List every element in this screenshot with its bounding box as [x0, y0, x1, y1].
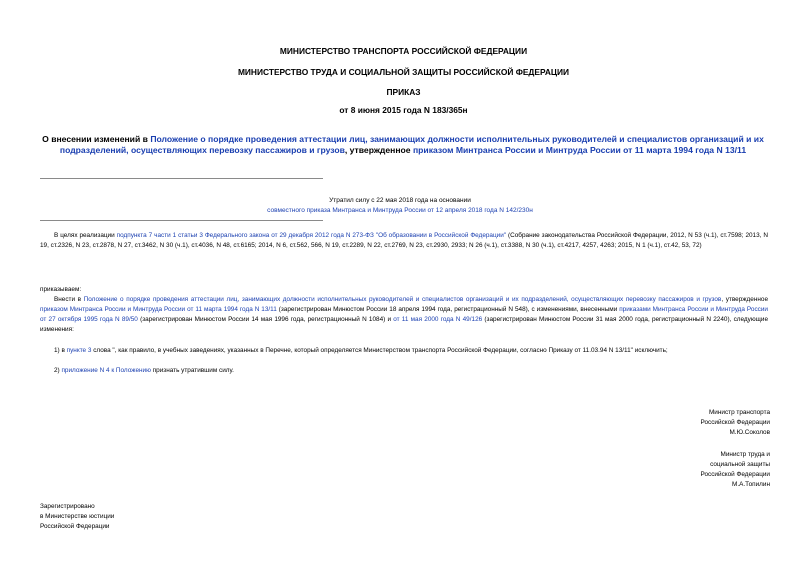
- order-2000-link[interactable]: от 11 мая 2000 года N 49/126: [393, 316, 483, 323]
- regulation-link[interactable]: Положение о порядке проведения аттестации лиц, занимающих должности исполнительных руководителей и специалистов организаций и их подразделений, осуществляющих перевозку пассажиров и грузов: [59, 134, 764, 155]
- registration-line-3: Российской Федерации: [40, 523, 110, 530]
- order-1994-link-2[interactable]: приказом Минтранса России и Минтруда России от 11 марта 1994 года N 13/11: [40, 306, 277, 313]
- item-2: [54, 366, 234, 376]
- paragraph-3-link[interactable]: пункте 3: [66, 347, 92, 354]
- expired-notice: [40, 196, 760, 216]
- signature-1-line-1: Министр транспорта: [708, 409, 770, 416]
- top-divider: [40, 178, 323, 179]
- education-law-link[interactable]: подпункта 7 части 1 статьи 3 Федерального закона от 29 декабря 2012 года N 273-ФЗ "Об образовании в Российской Федерации": [116, 232, 507, 239]
- order-text-2: , утвержденное: [721, 296, 768, 303]
- registration-note: [40, 502, 114, 532]
- order-text-3: (зарегистрирован Минюстом России 18 апреля 1994 года, регистрационный N 548), с изменениями, внесенными: [276, 306, 620, 313]
- item-1-prefix: 1) в: [54, 347, 67, 354]
- signature-2-line-3: Российской Федерации: [700, 471, 770, 478]
- order-text-1: Внести в: [54, 296, 84, 303]
- ministry-labor-heading: МИНИСТЕРСТВО ТРУДА И СОЦИАЛЬНОЙ ЗАЩИТЫ РОССИЙСКОЙ ФЕДЕРАЦИИ: [237, 67, 570, 77]
- signature-2-name: М.А.Топилин: [732, 481, 770, 488]
- order-1995-link[interactable]: приказами Минтранса России и Минтруда России от 27 октября 1995 года N 89/50: [40, 306, 768, 323]
- order-1994-link[interactable]: приказом Минтранса России и Минтруда России от 11 марта 1994 года N 13/11: [412, 145, 747, 155]
- order-word: приказываем:: [40, 286, 82, 293]
- preamble-text-1: В целях реализации: [54, 232, 117, 239]
- item-1-text: слова ", как правило, в учебных заведениях, указанных в Перечне, который определяется Министерством транспорта Российской Федерации, согласно Приказу от 11.03.94 N 13/11" исключить;: [91, 347, 668, 354]
- signature-1-name: М.Ю.Соколов: [729, 429, 770, 436]
- document-title: [36, 134, 770, 156]
- item-2-prefix: 2): [54, 367, 62, 374]
- registration-line-2: в Министерстве юстиции: [40, 513, 115, 520]
- order-regulation-link[interactable]: Положение о порядке проведения аттестации лиц, занимающих должности исполнительных руководителей и специалистов организаций и их подразделений, осуществляющих перевозку пассажиров и грузов: [83, 296, 722, 303]
- item-2-text: признать утратившим силу.: [150, 367, 234, 374]
- title-text-2: , утвержденное: [344, 145, 413, 155]
- bottom-divider: [40, 220, 323, 221]
- signature-2-line-1: Министр труда и: [720, 451, 770, 458]
- signature-1-line-2: Российской Федерации: [700, 419, 770, 426]
- preamble-text-2: (Собрание законодательства Российской Федерации, 2012, N 53 (ч.1), ст.7598; 2013, N 19, ст.2326, N 23, ст.2878, N 27, ст.3462, N 30 (ч.1), ст.4036, N 48, ст.6165; 2014, N 6, ст.562, 566, N 19, ст.2289, N 22, ст.2769, N 23, ст.2930, 2933; N 26 (ч.1), ст.3388, N 30 (ч.1), ст.4217, 4257, 4263; 2015, N 1 (ч.1), ст.42, 53, 72): [40, 232, 768, 249]
- signature-transport-minister: [701, 408, 771, 438]
- expired-text: Утратил силу с 22 мая 2018 года на основании: [329, 197, 471, 204]
- order-paragraph: [40, 295, 768, 335]
- document-type: ПРИКАЗ: [386, 87, 421, 97]
- ministry-transport-heading: МИНИСТЕРСТВО ТРАНСПОРТА РОССИЙСКОЙ ФЕДЕРАЦИИ: [279, 46, 528, 56]
- order-text-4: (зарегистрирован Минюстом России 14 мая 1996 года, регистрационный N 1084) и: [137, 316, 394, 323]
- expired-order-2018-link[interactable]: совместного приказа Минтранса и Минтруда России от 12 апреля 2018 года N 142/230н: [267, 207, 533, 214]
- signature-2-line-2: социальной защиты: [710, 461, 770, 468]
- signature-labor-minister: [701, 450, 771, 490]
- appendix-4-link[interactable]: приложение N 4 к Положению: [61, 367, 151, 374]
- item-1: [54, 346, 768, 356]
- preamble-paragraph: [40, 231, 768, 251]
- document-date: от 8 июня 2015 года N 183/365н: [339, 105, 468, 115]
- order-text-5: (зарегистрирован Минюстом России 31 мая 2000 года, регистрационный N 2240), следующие изменения:: [40, 316, 769, 333]
- title-text-1: О внесении изменений в: [42, 134, 151, 144]
- registration-line-1: Зарегистрировано: [40, 503, 95, 510]
